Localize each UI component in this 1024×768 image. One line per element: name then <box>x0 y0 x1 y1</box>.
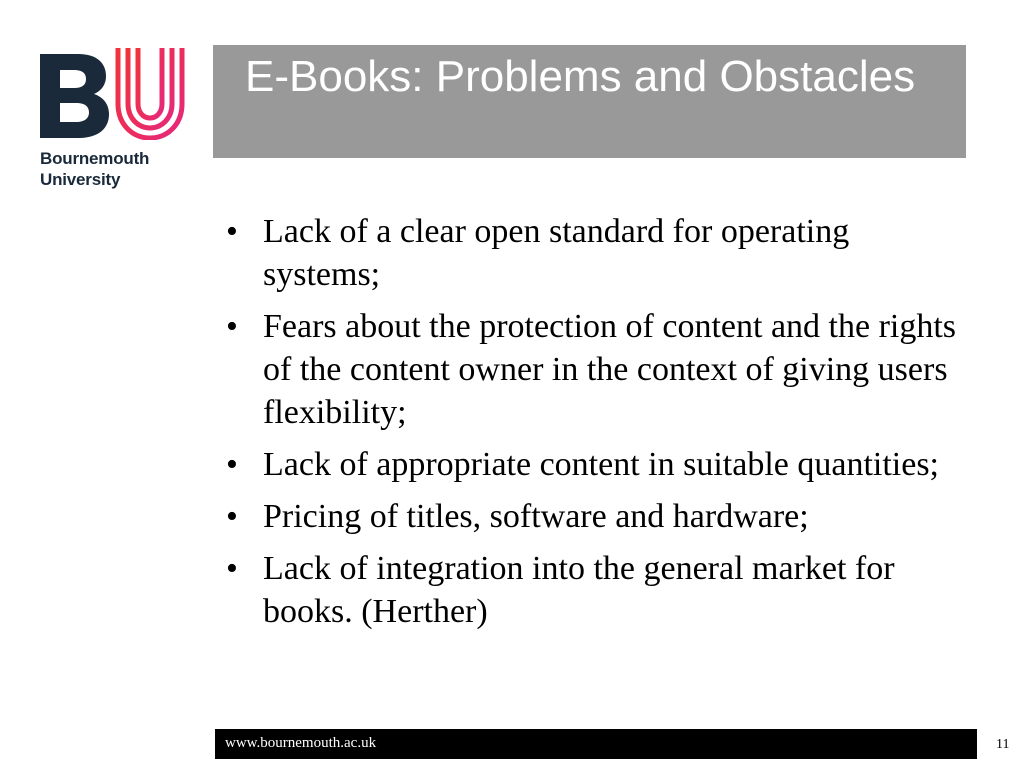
bullet-symbol: • <box>226 550 238 587</box>
bullet-item <box>226 305 966 434</box>
bullet-text: Lack of integration into the general market for books. (Herther) <box>263 550 895 630</box>
bu-logo-mark <box>40 44 185 140</box>
bullet-symbol: • <box>226 498 238 535</box>
bullet-item <box>226 547 966 633</box>
logo-wordmark <box>40 148 149 190</box>
bullet-text: Lack of a clear open standard for operating systems; <box>263 213 850 293</box>
logo-line-2: University <box>40 170 121 189</box>
bullet-text: Fears about the protection of content and the rights of the content owner in the context of giving users flexibility; <box>263 308 957 431</box>
slide-content <box>226 210 966 642</box>
bullet-item <box>226 495 966 538</box>
title-bar <box>213 45 966 158</box>
logo-line-1: Bournemouth <box>40 149 150 168</box>
bullet-symbol: • <box>226 446 238 483</box>
bullet-symbol: • <box>226 213 238 250</box>
footer-url-link[interactable]: www.bournemouth.ac.uk <box>225 735 377 751</box>
bullet-text: Pricing of titles, software and hardware; <box>263 498 809 535</box>
bullet-text: Lack of appropriate content in suitable quantities; <box>263 446 939 483</box>
bullet-list <box>226 210 966 633</box>
footer-bar <box>215 729 977 759</box>
page-number: 11 <box>996 737 1010 752</box>
bullet-item <box>226 443 966 486</box>
bu-logo <box>40 44 190 194</box>
slide-title: E-Books: Problems and Obstacles <box>245 52 916 101</box>
bullet-symbol: • <box>226 308 238 345</box>
bullet-item <box>226 210 966 296</box>
